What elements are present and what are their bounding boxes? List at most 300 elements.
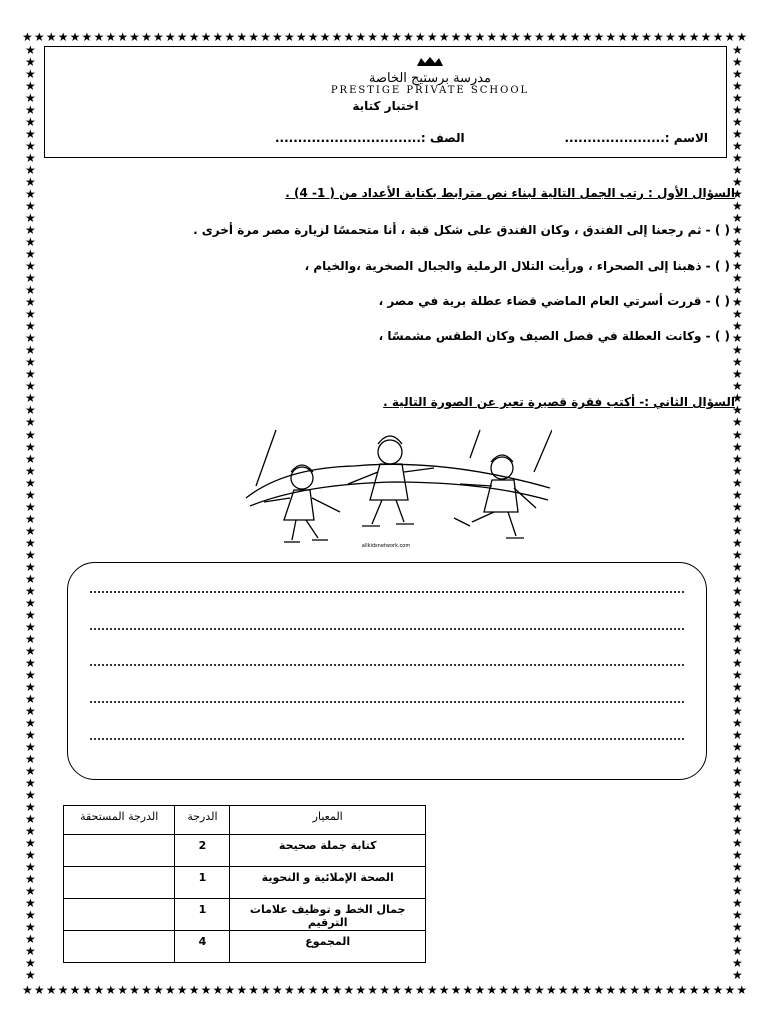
star-icon: ★ — [81, 983, 93, 997]
degree-cell: 2 — [175, 835, 230, 867]
star-icon: ★ — [25, 319, 36, 334]
star-icon: ★ — [25, 559, 36, 574]
star-icon: ★ — [732, 763, 743, 778]
star-icon: ★ — [129, 30, 140, 44]
star-icon: ★ — [25, 535, 36, 550]
star-icon: ★ — [736, 983, 748, 997]
star-icon: ★ — [486, 30, 498, 44]
star-icon: ★ — [732, 187, 743, 202]
star-icon: ★ — [732, 259, 743, 274]
star-icon: ★ — [57, 30, 69, 44]
star-icon: ★ — [307, 983, 319, 997]
star-icon: ★ — [25, 607, 36, 622]
answer-writing-box[interactable] — [67, 562, 707, 780]
star-icon: ★ — [331, 983, 343, 997]
star-icon: ★ — [33, 983, 45, 997]
star-icon: ★ — [224, 30, 236, 44]
question-1-item[interactable]: ( ) - ذهبنا إلى الصحراء ، ورأيت التلال الرملية والجبال الصخرية ،والخيام ، — [304, 259, 730, 273]
star-icon: ★ — [732, 775, 743, 790]
star-icon: ★ — [343, 30, 355, 44]
star-icon: ★ — [25, 848, 36, 863]
star-icon: ★ — [331, 30, 343, 44]
star-icon: ★ — [557, 30, 569, 44]
ice-skating-kids-illustration — [244, 428, 552, 550]
star-icon: ★ — [25, 223, 36, 238]
star-icon: ★ — [105, 30, 117, 44]
star-icon: ★ — [732, 319, 743, 334]
star-icon: ★ — [25, 103, 36, 118]
star-icon: ★ — [25, 547, 36, 562]
star-icon: ★ — [307, 30, 319, 44]
star-icon: ★ — [236, 30, 248, 44]
star-icon: ★ — [25, 283, 36, 298]
star-icon: ★ — [732, 415, 743, 430]
star-icon: ★ — [25, 932, 36, 947]
star-icon: ★ — [732, 523, 743, 538]
star-icon: ★ — [732, 547, 743, 562]
star-icon: ★ — [732, 872, 743, 887]
criterion-cell: المجموع — [230, 931, 426, 963]
header-box — [44, 46, 727, 158]
star-icon: ★ — [510, 983, 521, 997]
star-icon: ★ — [732, 799, 743, 814]
star-icon: ★ — [736, 30, 748, 44]
star-icon: ★ — [129, 983, 140, 997]
star-icon: ★ — [732, 43, 743, 57]
star-icon: ★ — [22, 30, 33, 44]
star-icon: ★ — [732, 499, 743, 514]
star-icon: ★ — [732, 896, 743, 911]
star-icon: ★ — [25, 739, 36, 754]
criterion-cell: كتابة جملة صحيحة — [230, 835, 426, 867]
table-row — [64, 931, 426, 963]
star-icon: ★ — [732, 403, 743, 418]
table-row — [64, 899, 426, 931]
star-icon: ★ — [732, 908, 743, 923]
star-icon: ★ — [732, 307, 743, 322]
star-icon: ★ — [25, 271, 36, 286]
star-icon: ★ — [557, 983, 569, 997]
star-icon: ★ — [25, 163, 36, 178]
star-icon: ★ — [25, 836, 36, 851]
writing-line[interactable] — [90, 628, 684, 630]
star-icon: ★ — [732, 511, 743, 526]
star-icon: ★ — [426, 30, 438, 44]
star-icon: ★ — [25, 343, 36, 358]
star-icon: ★ — [569, 983, 581, 997]
writing-line[interactable] — [90, 591, 684, 593]
star-icon: ★ — [732, 235, 743, 250]
question-1-item[interactable]: ( ) - ثم رجعنا إلى الفندق ، وكان الفندق على شكل قبة ، أنا متحمسًا لزيارة مصر مرة أخرى . — [193, 223, 730, 237]
class-field[interactable]: الصف :................................ — [275, 131, 465, 145]
star-icon: ★ — [25, 379, 36, 394]
star-icon: ★ — [732, 655, 743, 670]
star-icon: ★ — [25, 968, 36, 983]
star-icon: ★ — [212, 983, 224, 997]
star-icon: ★ — [25, 427, 36, 442]
star-icon: ★ — [319, 983, 331, 997]
star-icon: ★ — [732, 391, 743, 406]
star-icon: ★ — [25, 872, 36, 887]
star-icon: ★ — [732, 103, 743, 118]
star-icon: ★ — [474, 983, 486, 997]
star-icon: ★ — [272, 983, 283, 997]
star-icon: ★ — [732, 836, 743, 851]
star-icon: ★ — [593, 30, 605, 44]
star-icon: ★ — [403, 30, 414, 44]
star-icon: ★ — [732, 739, 743, 754]
star-icon: ★ — [533, 983, 545, 997]
star-icon: ★ — [522, 30, 533, 44]
star-icon: ★ — [248, 30, 259, 44]
degree-cell: 4 — [175, 931, 230, 963]
star-icon: ★ — [25, 715, 36, 730]
star-icon: ★ — [141, 30, 152, 44]
star-icon: ★ — [25, 787, 36, 802]
star-icon: ★ — [629, 983, 640, 997]
star-icon: ★ — [581, 983, 593, 997]
star-icon: ★ — [25, 463, 36, 478]
star-icon: ★ — [732, 703, 743, 718]
star-icon: ★ — [391, 30, 402, 44]
star-icon: ★ — [653, 30, 664, 44]
earned-cell[interactable] — [64, 835, 175, 867]
star-icon: ★ — [188, 30, 200, 44]
criterion-header: المعيار — [230, 806, 426, 835]
star-icon: ★ — [581, 30, 593, 44]
writing-line[interactable] — [90, 664, 684, 666]
star-icon: ★ — [25, 571, 36, 586]
star-border-right — [732, 44, 744, 982]
star-icon: ★ — [25, 67, 36, 82]
star-icon: ★ — [732, 163, 743, 178]
star-icon: ★ — [486, 983, 498, 997]
star-icon: ★ — [25, 751, 36, 766]
star-icon: ★ — [236, 983, 248, 997]
star-icon: ★ — [319, 30, 331, 44]
star-icon: ★ — [25, 43, 36, 57]
degree-cell: 1 — [175, 867, 230, 899]
star-icon: ★ — [117, 30, 129, 44]
star-icon: ★ — [732, 691, 743, 706]
star-icon: ★ — [25, 799, 36, 814]
star-icon: ★ — [522, 983, 533, 997]
star-icon: ★ — [593, 983, 605, 997]
star-icon: ★ — [25, 151, 36, 166]
star-icon: ★ — [69, 983, 81, 997]
star-icon: ★ — [732, 812, 743, 826]
star-icon: ★ — [212, 30, 224, 44]
star-icon: ★ — [450, 983, 462, 997]
star-icon: ★ — [25, 127, 36, 142]
question-1-item[interactable]: ( ) - وكانت العطلة في فصل الصيف وكان الطقس مشمسًا ، — [378, 329, 730, 343]
star-icon: ★ — [25, 884, 36, 899]
star-icon: ★ — [25, 139, 36, 154]
star-icon: ★ — [617, 983, 629, 997]
star-icon: ★ — [164, 983, 176, 997]
star-icon: ★ — [732, 848, 743, 863]
star-icon: ★ — [664, 983, 676, 997]
star-icon: ★ — [25, 679, 36, 694]
star-icon: ★ — [426, 983, 438, 997]
star-icon: ★ — [224, 983, 236, 997]
star-icon: ★ — [152, 30, 164, 44]
earned-cell[interactable] — [64, 931, 175, 963]
star-icon: ★ — [712, 30, 724, 44]
star-icon: ★ — [732, 956, 743, 971]
star-icon: ★ — [81, 30, 93, 44]
star-icon: ★ — [25, 655, 36, 670]
star-icon: ★ — [732, 199, 743, 214]
star-icon: ★ — [25, 451, 36, 466]
star-icon: ★ — [188, 983, 200, 997]
star-icon: ★ — [732, 535, 743, 550]
star-icon: ★ — [367, 30, 379, 44]
grading-rubric-table — [63, 805, 426, 963]
star-icon: ★ — [533, 30, 545, 44]
star-icon: ★ — [732, 920, 743, 935]
star-icon: ★ — [688, 30, 700, 44]
star-icon: ★ — [25, 908, 36, 923]
star-icon: ★ — [69, 30, 81, 44]
star-icon: ★ — [25, 259, 36, 274]
star-icon: ★ — [732, 55, 743, 70]
star-icon: ★ — [510, 30, 521, 44]
star-icon: ★ — [93, 30, 105, 44]
star-icon: ★ — [545, 983, 557, 997]
star-icon: ★ — [25, 475, 36, 490]
star-border-left — [25, 44, 37, 982]
star-icon: ★ — [676, 983, 688, 997]
star-icon: ★ — [732, 367, 743, 382]
star-icon: ★ — [653, 983, 664, 997]
star-icon: ★ — [248, 983, 259, 997]
star-icon: ★ — [732, 283, 743, 298]
star-icon: ★ — [295, 983, 307, 997]
star-icon: ★ — [605, 30, 617, 44]
star-icon: ★ — [732, 824, 743, 839]
star-icon: ★ — [295, 30, 307, 44]
star-icon: ★ — [732, 451, 743, 466]
star-icon: ★ — [367, 983, 379, 997]
star-icon: ★ — [732, 247, 743, 262]
star-icon: ★ — [732, 271, 743, 286]
star-icon: ★ — [25, 691, 36, 706]
image-caption: allkidsnetwork.com — [361, 543, 411, 549]
star-icon: ★ — [438, 983, 450, 997]
star-icon: ★ — [438, 30, 450, 44]
star-icon: ★ — [732, 667, 743, 682]
star-icon: ★ — [724, 30, 736, 44]
star-icon: ★ — [152, 983, 164, 997]
star-icon: ★ — [732, 295, 743, 310]
star-border-bottom — [22, 984, 748, 996]
star-icon: ★ — [25, 775, 36, 790]
star-icon: ★ — [676, 30, 688, 44]
star-icon: ★ — [498, 983, 510, 997]
star-icon: ★ — [25, 763, 36, 778]
star-icon: ★ — [732, 115, 743, 130]
criterion-cell: جمال الخط و توظيف علامات الترقيم — [230, 899, 426, 931]
star-icon: ★ — [25, 523, 36, 538]
table-row — [64, 835, 426, 867]
logo-english-text: PRESTIGE PRIVATE SCHOOL — [330, 85, 530, 96]
star-icon: ★ — [25, 944, 36, 959]
star-icon: ★ — [732, 583, 743, 598]
star-icon: ★ — [25, 91, 36, 106]
star-icon: ★ — [25, 595, 36, 610]
star-icon: ★ — [414, 30, 426, 44]
star-icon: ★ — [25, 247, 36, 262]
star-icon: ★ — [641, 30, 652, 44]
star-icon: ★ — [141, 983, 152, 997]
writing-line[interactable] — [90, 738, 684, 740]
star-icon: ★ — [732, 932, 743, 947]
star-icon: ★ — [45, 983, 57, 997]
star-icon: ★ — [25, 896, 36, 911]
star-icon: ★ — [732, 727, 743, 742]
earned-header: الدرجة المستحقة — [64, 806, 175, 835]
star-icon: ★ — [414, 983, 426, 997]
star-icon: ★ — [260, 30, 271, 44]
star-icon: ★ — [25, 295, 36, 310]
star-icon: ★ — [732, 643, 743, 658]
star-icon: ★ — [732, 884, 743, 899]
star-icon: ★ — [450, 30, 462, 44]
table-header-row — [64, 806, 426, 835]
question-1-item[interactable]: ( ) - قررت أسرتي العام الماضي قضاء عطلة برية في مصر ، — [378, 294, 730, 308]
star-icon: ★ — [355, 30, 367, 44]
star-icon: ★ — [732, 139, 743, 154]
star-icon: ★ — [25, 235, 36, 250]
earned-cell[interactable] — [64, 899, 175, 931]
star-icon: ★ — [732, 151, 743, 166]
star-icon: ★ — [712, 983, 724, 997]
star-icon: ★ — [732, 79, 743, 94]
star-icon: ★ — [25, 79, 36, 94]
star-icon: ★ — [25, 920, 36, 935]
star-icon: ★ — [283, 983, 295, 997]
star-icon: ★ — [617, 30, 629, 44]
star-icon: ★ — [545, 30, 557, 44]
star-icon: ★ — [732, 331, 743, 346]
star-icon: ★ — [25, 956, 36, 971]
star-icon: ★ — [688, 983, 700, 997]
star-icon: ★ — [629, 30, 640, 44]
star-icon: ★ — [105, 983, 117, 997]
star-icon: ★ — [25, 824, 36, 839]
star-icon: ★ — [732, 715, 743, 730]
star-icon: ★ — [700, 983, 712, 997]
star-icon: ★ — [200, 983, 212, 997]
star-icon: ★ — [732, 223, 743, 238]
star-icon: ★ — [25, 499, 36, 514]
star-icon: ★ — [25, 439, 36, 454]
star-icon: ★ — [25, 727, 36, 742]
star-icon: ★ — [355, 983, 367, 997]
star-icon: ★ — [732, 355, 743, 370]
star-icon: ★ — [732, 559, 743, 574]
star-border-top — [22, 31, 748, 43]
star-icon: ★ — [379, 983, 390, 997]
star-icon: ★ — [732, 860, 743, 875]
star-icon: ★ — [25, 187, 36, 202]
star-icon: ★ — [272, 30, 283, 44]
star-icon: ★ — [25, 115, 36, 130]
star-icon: ★ — [25, 331, 36, 346]
star-icon: ★ — [403, 983, 414, 997]
star-icon: ★ — [732, 475, 743, 490]
star-icon: ★ — [93, 983, 105, 997]
star-icon: ★ — [732, 679, 743, 694]
star-icon: ★ — [732, 571, 743, 586]
star-icon: ★ — [732, 595, 743, 610]
star-icon: ★ — [462, 30, 474, 44]
star-icon: ★ — [176, 30, 188, 44]
star-icon: ★ — [732, 91, 743, 106]
star-icon: ★ — [25, 643, 36, 658]
star-icon: ★ — [732, 211, 743, 226]
star-icon: ★ — [605, 983, 617, 997]
star-icon: ★ — [25, 367, 36, 382]
star-icon: ★ — [164, 30, 176, 44]
star-icon: ★ — [732, 463, 743, 478]
star-icon: ★ — [25, 619, 36, 634]
star-icon: ★ — [462, 983, 474, 997]
star-icon: ★ — [724, 983, 736, 997]
star-icon: ★ — [25, 631, 36, 646]
degree-header: الدرجة — [175, 806, 230, 835]
star-icon: ★ — [379, 30, 390, 44]
star-icon: ★ — [25, 511, 36, 526]
student-name-field[interactable]: الاسم :...................... — [564, 131, 708, 145]
star-icon: ★ — [25, 391, 36, 406]
school-logo — [295, 53, 565, 96]
degree-cell: 1 — [175, 899, 230, 931]
star-icon: ★ — [474, 30, 486, 44]
star-icon: ★ — [732, 631, 743, 646]
star-icon: ★ — [732, 175, 743, 190]
crown-icon — [295, 56, 565, 68]
question-1-title: السؤال الأول : رتب الجمل التالية لبناء نص مترابط بكتابة الأعداد من ( 1- 4) . — [285, 186, 735, 200]
star-icon: ★ — [25, 703, 36, 718]
earned-cell[interactable] — [64, 867, 175, 899]
star-icon: ★ — [25, 355, 36, 370]
star-icon: ★ — [25, 860, 36, 875]
star-icon: ★ — [25, 175, 36, 190]
logo-arabic-text: مدرسة برستيج الخاصة — [368, 71, 492, 86]
star-icon: ★ — [343, 983, 355, 997]
star-icon: ★ — [25, 199, 36, 214]
star-icon: ★ — [732, 439, 743, 454]
star-icon: ★ — [664, 30, 676, 44]
star-icon: ★ — [25, 812, 36, 826]
star-icon: ★ — [732, 379, 743, 394]
star-icon: ★ — [33, 30, 45, 44]
exam-title: اختبار كتابة — [352, 99, 419, 113]
star-icon: ★ — [57, 983, 69, 997]
star-icon: ★ — [45, 30, 57, 44]
question-2-title: السؤال الثاني :- أكتب فقرة قصيرة تعبر عن الصورة التالية . — [383, 395, 735, 409]
star-icon: ★ — [25, 415, 36, 430]
star-icon: ★ — [569, 30, 581, 44]
writing-line[interactable] — [90, 701, 684, 703]
star-icon: ★ — [283, 30, 295, 44]
star-icon: ★ — [25, 487, 36, 502]
star-icon: ★ — [25, 583, 36, 598]
star-icon: ★ — [641, 983, 652, 997]
star-icon: ★ — [732, 787, 743, 802]
